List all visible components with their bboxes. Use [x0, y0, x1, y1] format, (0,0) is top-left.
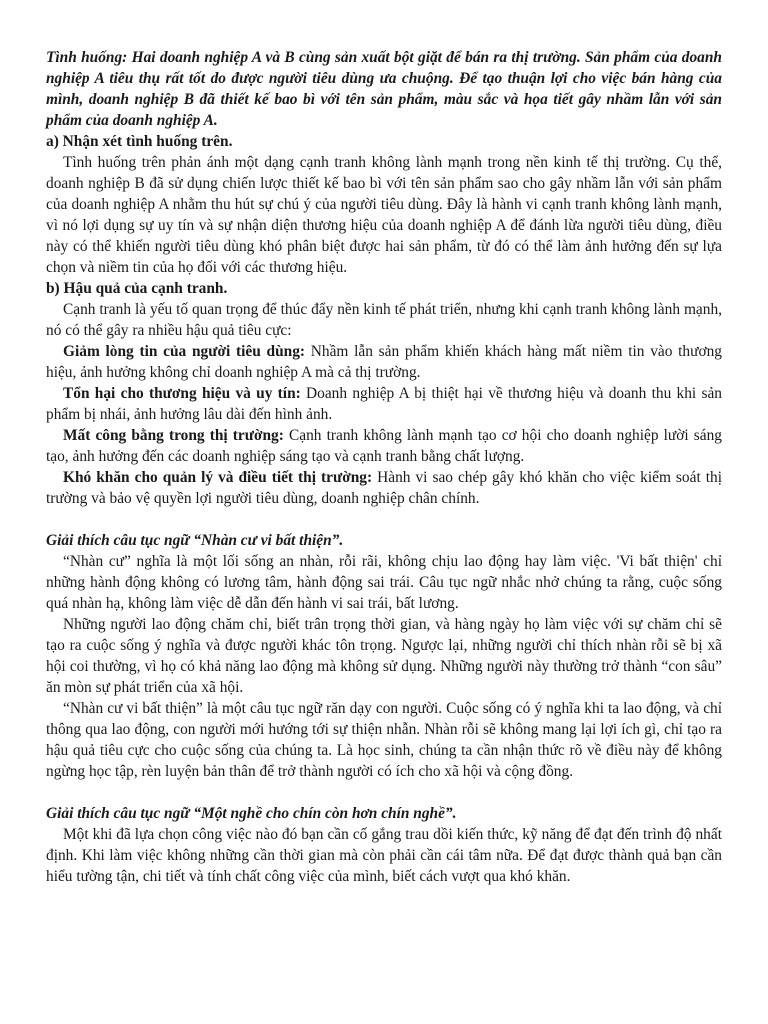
case-statement: Tình huống: Hai doanh nghiệp A và B cùng sản xuất bột giặt để bán ra thị trường. Sản phẩm của doanh nghiệp A tiêu thụ rất tốt do được người tiêu dùng ưa chuộng. Để tạo thuận lợi cho việc bán hàng của mình, doanh nghiệp B đã thiết kế bao bì với tên sản phẩm, màu sắc và họa tiết gây nhầm lẫn với sản phẩm của doanh nghiệp A. — [46, 49, 722, 129]
consequence-term: Mất công bằng trong thị trường: — [63, 427, 284, 444]
section-a-heading: a) Nhận xét tình huống trên. — [46, 133, 233, 150]
proverb-1-paragraph: “Nhàn cư” nghĩa là một lối sống an nhàn, rỗi rãi, không chịu lao động hay làm việc. 'Vi bất thiện' chỉ những hành động không có lương tâm, hành động sai trái. Câu tục ngữ nhắc nhở chúng ta rằng, cuộc sống quá nhàn hạ, không làm việc dễ dẫn đến hành vi sai trái, bất lương. — [46, 553, 722, 612]
section-a-paragraph: Tình huống trên phản ánh một dạng cạnh tranh không lành mạnh trong nền kinh tế thị trường. Cụ thể, doanh nghiệp B đã sử dụng chiến lược thiết kế bao bì với tên sản phẩm sao cho gây nhầm lẫn với sản phẩm của doanh nghiệp A nhằm thu hút sự chú ý của người tiêu dùng. Đây là hành vi cạnh tranh không lành mạnh, vì nó lợi dụng sự uy tín và sự nhận diện thương hiệu của doanh nghiệp A để đánh lừa người tiêu dùng, điều này có thể khiến người tiêu dùng khó phân biệt được hai sản phẩm, từ đó có thể làm ảnh hưởng đến sự lựa chọn và niềm tin của họ đối với các thương hiệu. — [46, 154, 722, 276]
consequence-text: Hành vi sao chép gây khó khăn cho việc kiểm soát thị trường và bảo vệ quyền lợi người tiêu dùng, doanh nghiệp chân chính. — [46, 469, 722, 507]
consequence-text: Doanh nghiệp A bị thiệt hại về thương hiệu và doanh thu khi sản phẩm bị nhái, ảnh hưởng lâu dài đến hình ảnh. — [46, 385, 723, 423]
consequence-text: Cạnh tranh không lành mạnh tạo cơ hội cho doanh nghiệp lười sáng tạo, ảnh hưởng đến các doanh nghiệp sáng tạo và cạnh tranh bằng chất lượng. — [46, 427, 722, 465]
proverb-2-heading: Giải thích câu tục ngữ “Một nghề cho chín còn hơn chín nghề”. — [46, 805, 457, 822]
consequence-item — [46, 467, 722, 509]
spacer — [46, 782, 722, 803]
spacer — [46, 509, 722, 530]
proverb-2-paragraph: Một khi đã lựa chọn công việc nào đó bạn cần cố gắng trau dồi kiến thức, kỹ năng để đạt đến trình độ nhất định. Khi làm việc không những cần thời gian mà còn phải cần cái tâm nữa. Để đạt được thành quả bạn cần hiểu tường tận, chi tiết và tính chất công việc của mình, biết cách vượt qua khó khăn. — [46, 826, 722, 885]
consequence-term: Giảm lòng tin của người tiêu dùng: — [63, 343, 306, 360]
section-b-heading: b) Hậu quả của cạnh tranh. — [46, 280, 228, 297]
consequence-item — [46, 341, 722, 383]
consequence-item — [46, 425, 722, 467]
proverb-1-paragraph: “Nhàn cư vi bất thiện” là một câu tục ngữ răn dạy con người. Cuộc sống có ý nghĩa khi ta lao động, và chỉ thông qua lao động, con người mới hướng tới sự thiện nhẫn. Nhàn rỗi sẽ không mang lại lợi ích gì, chỉ tạo ra hậu quả tiêu cực cho cuộc sống của chúng ta. Là học sinh, chúng ta cần nhận thức rõ về điều này để không ngừng học tập, rèn luyện bản thân để trở thành người có ích cho xã hội và cộng đồng. — [46, 700, 722, 780]
consequence-item — [46, 383, 722, 425]
consequence-term: Khó khăn cho quản lý và điều tiết thị trường: — [63, 469, 373, 486]
proverb-1-paragraph: Những người lao động chăm chỉ, biết trân trọng thời gian, và hàng ngày họ làm việc với sự chăm chỉ sẽ tạo ra cuộc sống ý nghĩa và được người khác tôn trọng. Ngược lại, những người chỉ thích nhàn rỗi sẽ bị xã hội coi thường, vì họ có khả năng lao động mà không sử dụng. Những người này thường trở thành “con sâu” ăn mòn sự phát triển của xã hội. — [46, 616, 722, 696]
section-b-paragraph: Cạnh tranh là yếu tố quan trọng để thúc đẩy nền kinh tế phát triển, nhưng khi cạnh tranh không lành mạnh, nó có thể gây ra nhiều hậu quả tiêu cực: — [46, 301, 722, 339]
consequence-text: Nhầm lẫn sản phẩm khiến khách hàng mất niềm tin vào thương hiệu, ảnh hưởng không chỉ doanh nghiệp A mà cả thị trường. — [46, 343, 722, 381]
proverb-1-heading: Giải thích câu tục ngữ “Nhàn cư vi bất thiện”. — [46, 532, 344, 549]
consequence-term: Tổn hại cho thương hiệu và uy tín: — [63, 385, 301, 402]
